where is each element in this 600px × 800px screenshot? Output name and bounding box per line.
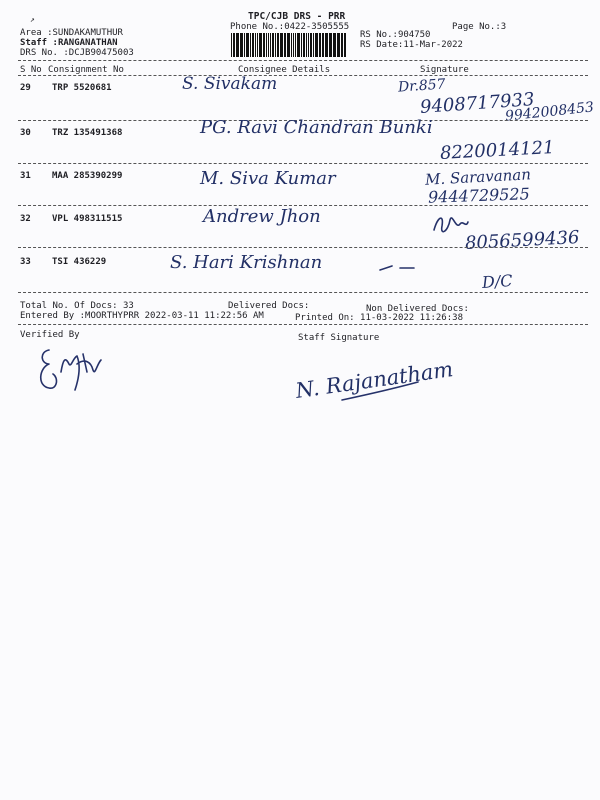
rs-no-value: 904750 [397,30,431,40]
printed-on-label: Printed On: [295,313,355,323]
document-title: TPC/CJB DRS - PRR [248,11,346,22]
page-number-line [452,22,506,32]
barcode-bar [244,33,245,57]
row-signature-phone: 9942008453 [504,99,595,125]
divider [18,292,588,293]
rs-no-line [360,30,430,40]
total-docs-value: 33 [122,301,134,311]
drs-number: DCJB90475003 [68,48,134,58]
barcode-bar [270,33,271,57]
printed-on-value: 11-03-2022 11:26:38 [360,313,463,323]
staff-value: RANGANATHAN [57,38,118,48]
barcode-bar [295,33,296,57]
non-delivered-docs-label: Non Delivered Docs: [366,304,469,314]
scribble-mark [378,262,418,274]
total-docs-label: Total No. Of Docs: [20,301,118,311]
barcode-bar [246,33,249,57]
divider [18,324,588,325]
row-consignee-handwritten: M. Siva Kumar [200,168,336,189]
divider [18,60,588,61]
barcode-bar [275,33,276,57]
row-consignment-no: MAA 285390299 [52,171,123,181]
barcode [229,32,351,58]
rs-no-label: RS No.: [360,30,398,40]
row-signature-phone: 9408717933 [419,89,536,118]
barcode-bar [250,33,251,57]
col-header-sno: S No [20,65,42,75]
verified-by-signature [35,342,105,404]
entered-by-line [20,311,264,321]
barcode-bar [329,33,332,57]
barcode-bar [322,33,324,57]
phone-label: Phone No.: [230,22,285,32]
row-signature-phone: 8056599436 [464,227,581,254]
barcode-bar [319,33,321,57]
barcode-bar [257,33,258,57]
entered-by-value: MOORTHYPRR 2022-03-11 11:22:56 AM [85,311,264,321]
page-label: Page No.: [452,22,501,32]
row-sno: 31 [20,171,31,181]
col-header-consignment: Consignment No [48,65,124,75]
staff-line [20,38,118,48]
row-consignment-no: VPL 498311515 [52,214,123,224]
small-arrow-mark: ↗ [30,15,35,24]
page-number: 3 [500,22,507,32]
row-sno: 30 [20,128,31,138]
printed-on-line [295,313,463,323]
drs-line [20,48,134,58]
row-signature-phone: 9444729525 [427,184,531,207]
total-docs-line [20,301,134,311]
barcode-bar [303,33,305,57]
row-sno: 29 [20,83,31,93]
row-consignee-handwritten: S. Hari Krishnan [170,252,323,273]
barcode-bar [280,33,283,57]
barcode-bar [259,33,262,57]
barcode-bar [310,33,312,57]
rs-date-value: 11-Mar-2022 [403,40,463,50]
rs-date-label: RS Date: [360,40,404,50]
barcode-bar [306,33,307,57]
divider [18,163,588,164]
area-line [20,28,123,38]
divider [18,247,588,248]
col-header-signature: Signature [420,65,469,75]
row-consignee-handwritten: PG. Ravi Chandran Bunki [200,117,433,138]
barcode-bar [277,33,279,57]
barcode-bar [236,33,239,57]
staff-signature-label: Staff Signature [298,333,380,343]
row-sno: 33 [20,257,31,267]
area-value: SUNDAKAMUTHUR [52,28,123,38]
signature-underline [340,380,420,402]
barcode-bar [240,33,243,57]
row-consignment-no: TRP 5520681 [52,83,112,93]
barcode-bar [287,33,290,57]
barcode-bar [315,33,318,57]
phone-number: 0422-3505555 [284,22,350,32]
row-signature-phone: 8220014121 [439,137,556,164]
row-signature-handwritten: Dr.857 [397,76,447,96]
barcode-bar [233,33,235,57]
divider [18,75,588,76]
barcode-bar [255,33,256,57]
barcode-bar [301,33,302,57]
delivered-docs-label: Delivered Docs: [228,301,310,311]
barcode-bar [297,33,300,57]
row-consignment-no: TSI 436229 [52,257,107,267]
barcode-bar [291,33,292,57]
barcode-bar [268,33,269,57]
area-label: Area : [20,28,53,38]
barcode-bar [231,33,232,57]
staff-signature-handwritten: N. Rajanatham [294,357,455,403]
barcode-bar [344,33,346,57]
drs-label: DRS No. : [20,48,69,58]
barcode-bar [341,33,343,57]
barcode-bar [284,33,286,57]
entered-by-label: Entered By : [20,311,86,321]
row-signature-handwritten: M. Saravanan [424,165,532,189]
barcode-bar [333,33,336,57]
barcode-bar [263,33,265,57]
staff-label: Staff : [20,38,58,48]
row-sno: 32 [20,214,31,224]
barcode-bar [313,33,314,57]
phone-line [230,22,349,32]
col-header-consignee: Consignee Details [238,65,331,75]
row-signature-handwritten: D/C [481,270,514,293]
barcode-bar [252,33,254,57]
barcode-bar [325,33,328,57]
rs-date-line [360,40,463,50]
barcode-bar [272,33,274,57]
barcode-bar [293,33,294,57]
barcode-bar [266,33,267,57]
barcode-bar [337,33,340,57]
verified-by-label: Verified By [20,330,80,340]
row-consignee-handwritten: S. Sivakam [182,74,278,94]
barcode-bar [308,33,309,57]
row-consignee-handwritten: Andrew Jhon [203,206,321,227]
row-consignment-no: TRZ 135491368 [52,128,123,138]
